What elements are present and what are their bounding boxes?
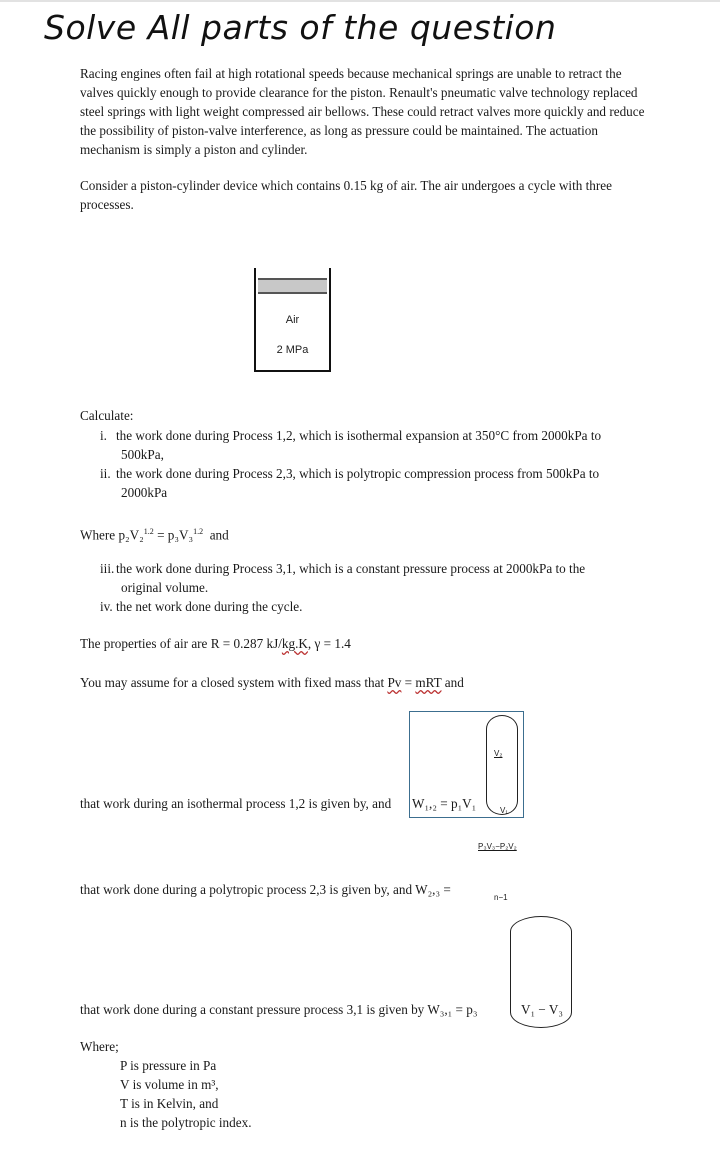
polytropic-text: that work done during a polytropic process 2,3 is given by, and W₂,₃ = [80,882,451,897]
piston [258,278,327,294]
ln-numerator: V₂ [494,749,503,758]
constant-pressure-text: that work done during a constant pressure process 3,1 is given by W₃,₁ = p₃ [80,1002,478,1017]
relation-and: and [209,527,229,543]
polytropic-relation [80,522,229,544]
item-ii-prefix: ii. [100,466,111,481]
assume-lhs: Pv [387,675,402,690]
assume-rhs: mRT [415,675,442,690]
figure-label-air: Air [285,314,300,326]
item-i-text-cont: 500kPa, [121,447,164,462]
ln-parenthesis [486,715,518,815]
where-label: Where; [80,1039,119,1054]
top-divider [0,0,720,2]
item-i-text: the work done during Process 1,2, which is isothermal expansion at 350°C from 2000kPa to [116,428,602,443]
relation-rhs: = p₃V₃ [157,527,194,543]
figure-label-pressure: 2 MPa [276,344,309,356]
relation-lhs: p₂V₂ [118,527,144,543]
assume-text: You may assume for a closed system with fixed mass that [80,675,388,690]
where-item: V is volume in m³, [120,1077,219,1092]
piston-cylinder-figure [254,268,331,372]
where-word: Where [80,527,116,543]
isothermal-text: that work during an isothermal process 1,2 is given by, and [80,796,392,811]
item-ii-text: the work done during Process 2,3, which is polytropic compression process from 500kPa to [116,466,600,481]
ln-denominator: V₁ [500,806,509,815]
properties-text: The properties of air are R = 0.287 kJ/ [80,636,282,651]
item-i-prefix: i. [100,428,107,443]
item-iii-text: the work done during Process 3,1, which is a constant pressure process at 2000kPa to the [116,561,586,576]
constant-pressure-paren-content: V₁ − V₃ [521,1002,564,1017]
page-title: Solve All parts of the question [44,8,557,47]
where-item: T is in Kelvin, and [120,1096,219,1111]
item-iv-prefix: iv. [100,599,113,614]
item-ii-text-cont: 2000kPa [121,485,168,500]
relation-exponent-2: 1.2 [193,527,204,536]
item-iv-text: the net work done during the cycle. [116,599,303,614]
relation-exponent-1: 1.2 [143,527,154,536]
calculate-label: Calculate: [80,408,134,423]
where-item: P is pressure in Pa [120,1058,217,1073]
item-iii-prefix: iii. [100,561,115,576]
properties-gamma: , γ = 1.4 [307,636,351,651]
polytropic-numerator: P₃V₃−P₂V₂ [478,842,517,851]
assume-eq: = [401,675,416,690]
item-iii-text-cont: original volume. [121,580,209,595]
isothermal-formula: W₁,₂ = p₁V₁ [412,796,477,811]
intro-paragraph: Racing engines often fail at high rotational speeds because mechanical springs are unable to retract the valves quickly enough to provide clearance for the piston. Renault's pneumatic valve technology replaced steel springs with light weight compressed air bellows. These could retract valves more quickly and reduce the possibility of piston-valve interference, as long as pressure could be maintained. The actuation mechanism is simply a piston and cylinder. [80,66,645,157]
air-properties [80,634,351,653]
assume-and: and [441,675,464,690]
properties-unit: kg.K [281,636,308,651]
consider-paragraph: Consider a piston-cylinder device which contains 0.15 kg of air. The air undergoes a cycle with three processes. [80,178,612,212]
polytropic-denominator: n−1 [494,893,508,902]
where-item: n is the polytropic index. [120,1115,252,1130]
ideal-gas-assumption [80,673,464,692]
